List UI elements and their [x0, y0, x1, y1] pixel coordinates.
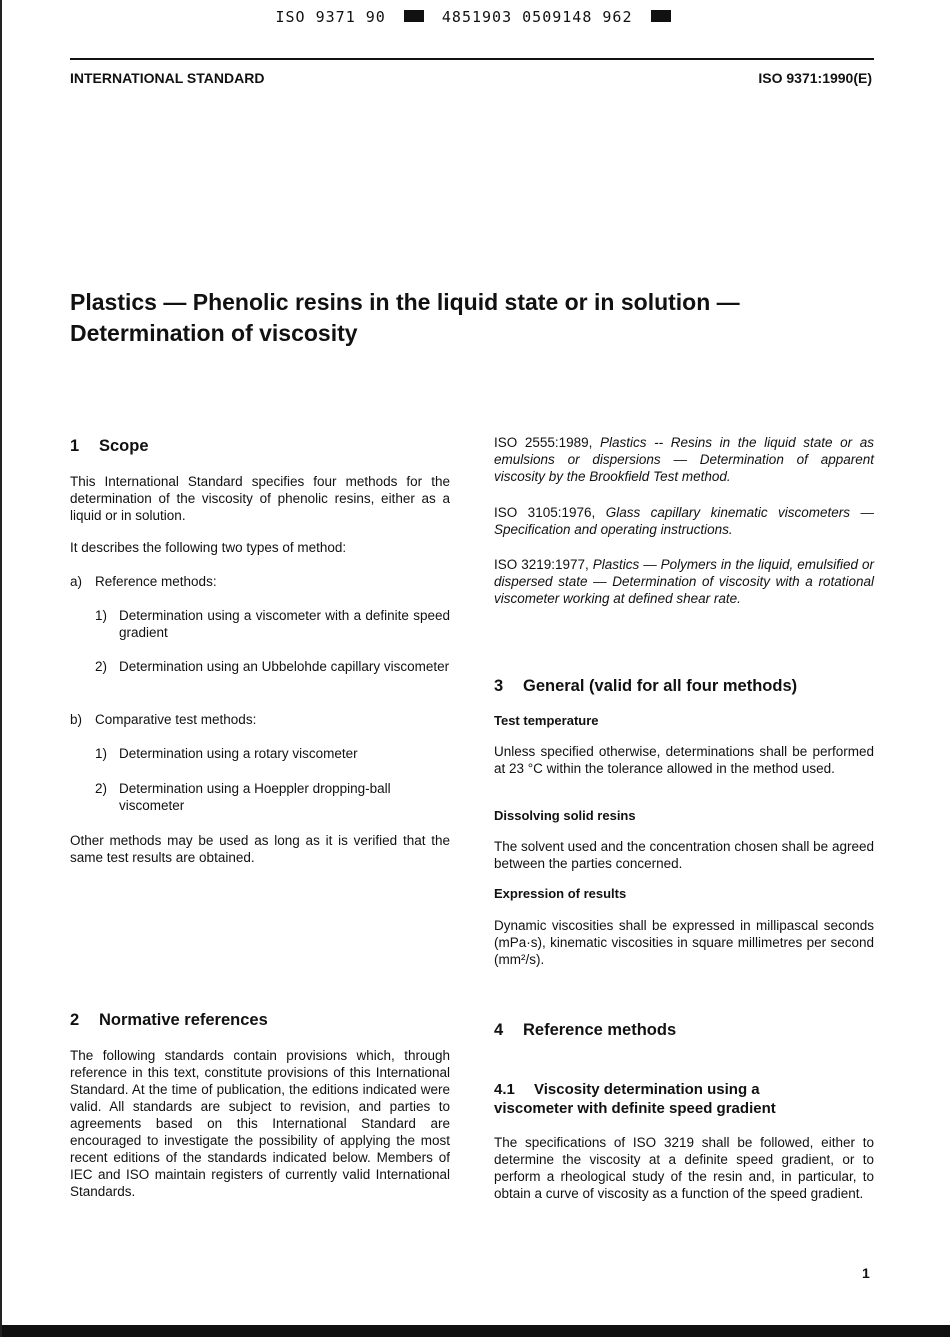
list-item-a1: Determination using a viscometer with a definite speed gradient — [119, 608, 450, 640]
scan-header-code — [2, 8, 950, 26]
reference-item — [494, 504, 874, 538]
reference-code: ISO 2555:1989, — [494, 435, 593, 450]
scope-paragraph-3: Other methods may be used as long as it is verified that the same test results are obtained. — [70, 833, 450, 865]
list-item-b1: Determination using a rotary viscometer — [119, 746, 358, 761]
header-right: ISO 9371:1990(E) — [758, 70, 872, 86]
reference-code: ISO 3219:1977, — [494, 557, 589, 572]
section-number: 3 — [494, 677, 504, 695]
normative-paragraph: The following standards contain provisions which, through reference in this text, constitute provisions of this International Standard. At the time of publication, the editions indicated were valid. All standards are subject to revision, and parties to agreements based on this International Standard are encouraged to investigate the possibility of applying the most recent editions of the standards indicated below. Members of IEC and ISO maintain registers of currently valid International Standards. — [70, 1048, 450, 1199]
subheading-test-temperature: Test temperature — [494, 713, 599, 728]
page-number: 1 — [862, 1265, 870, 1281]
subsection-4-1-heading — [494, 1080, 874, 1118]
subheading-expression: Expression of results — [494, 886, 627, 901]
section-4-heading — [494, 1020, 874, 1040]
section-title: General (valid for all four methods) — [523, 677, 798, 695]
list-item-a2: Determination using an Ubbelohde capillary viscometer — [119, 659, 450, 674]
header-rule — [70, 58, 874, 60]
section-title: Normative references — [99, 1011, 268, 1029]
general-paragraph-2: The solvent used and the concentration chosen shall be agreed between the parties concerned. — [494, 839, 874, 871]
reference-item — [494, 556, 874, 607]
list-label-b2: 2) — [95, 781, 108, 796]
subsection-title-line-1: Viscosity determination using a — [534, 1081, 760, 1098]
section-title: Reference methods — [523, 1021, 677, 1039]
section-2-heading — [70, 1010, 450, 1030]
reference-title: Plastics -- Resins in the liquid state or as emulsions or dispersions — Determination of apparent viscosity by the Brookfield Test method. — [494, 435, 874, 484]
reference-item — [494, 434, 874, 485]
barcode-block — [651, 10, 671, 22]
list-item-b: Comparative test methods: — [95, 712, 257, 727]
scan-code-part2: 4851903 0509148 962 — [441, 8, 633, 26]
section-3-heading — [494, 676, 874, 696]
title-line-1: Plastics — Phenolic resins in the liquid state or in solution — — [70, 289, 740, 315]
barcode-block — [404, 10, 424, 22]
list-item-a: Reference methods: — [95, 574, 217, 589]
general-paragraph-3: Dynamic viscosities shall be expressed in millipascal seconds (mPa·s), kinematic viscosities in square millimetres per second (mm²/s). — [494, 918, 874, 967]
section-number: 2 — [70, 1011, 80, 1029]
list-label-b1: 1) — [95, 746, 108, 761]
scan-code-part1: ISO 9371 90 — [275, 8, 386, 26]
scan-bottom-edge — [2, 1325, 950, 1337]
reference-code: ISO 3105:1976, — [494, 505, 596, 520]
header-left: INTERNATIONAL STANDARD — [70, 70, 265, 86]
section-number: 4 — [494, 1021, 504, 1039]
section-1-heading — [70, 436, 450, 456]
reference-title: Glass capillary kinematic viscometers — Specification and operating instructions. — [494, 505, 874, 537]
reference-title: Plastics — Polymers in the liquid, emulsified or dispersed state — Determination of viscosity with a rotational viscometer working at defined shear rate. — [494, 557, 874, 606]
scope-paragraph-1: This International Standard specifies four methods for the determination of the viscosity of phenolic resins, either as a liquid or in solution. — [70, 474, 450, 523]
subsection-number: 4.1 — [494, 1081, 515, 1098]
list-label-a2: 2) — [95, 659, 108, 674]
subsection-title-line-2: viscometer with definite speed gradient — [494, 1100, 776, 1117]
reference-paragraph: The specifications of ISO 3219 shall be followed, either to determine the viscosity at a definite speed gradient, or to perform a rheological study of the resin and, in particular, to obtain a curve of viscosity as a function of the speed gradient. — [494, 1135, 874, 1201]
section-title: Scope — [99, 437, 149, 455]
page-title — [70, 287, 870, 349]
subheading-dissolving: Dissolving solid resins — [494, 808, 636, 823]
list-label-b: b) — [70, 712, 83, 727]
list-label-a1: 1) — [95, 608, 108, 623]
list-item-b2: Determination using a Hoeppler dropping-ball viscometer — [119, 781, 391, 813]
scope-paragraph-2: It describes the following two types of method: — [70, 540, 347, 555]
section-number: 1 — [70, 437, 80, 455]
title-line-2: Determination of viscosity — [70, 320, 358, 346]
list-label-a: a) — [70, 574, 83, 589]
general-paragraph-1: Unless specified otherwise, determinations shall be performed at 23 °C within the tolerance allowed in the method used. — [494, 744, 874, 776]
